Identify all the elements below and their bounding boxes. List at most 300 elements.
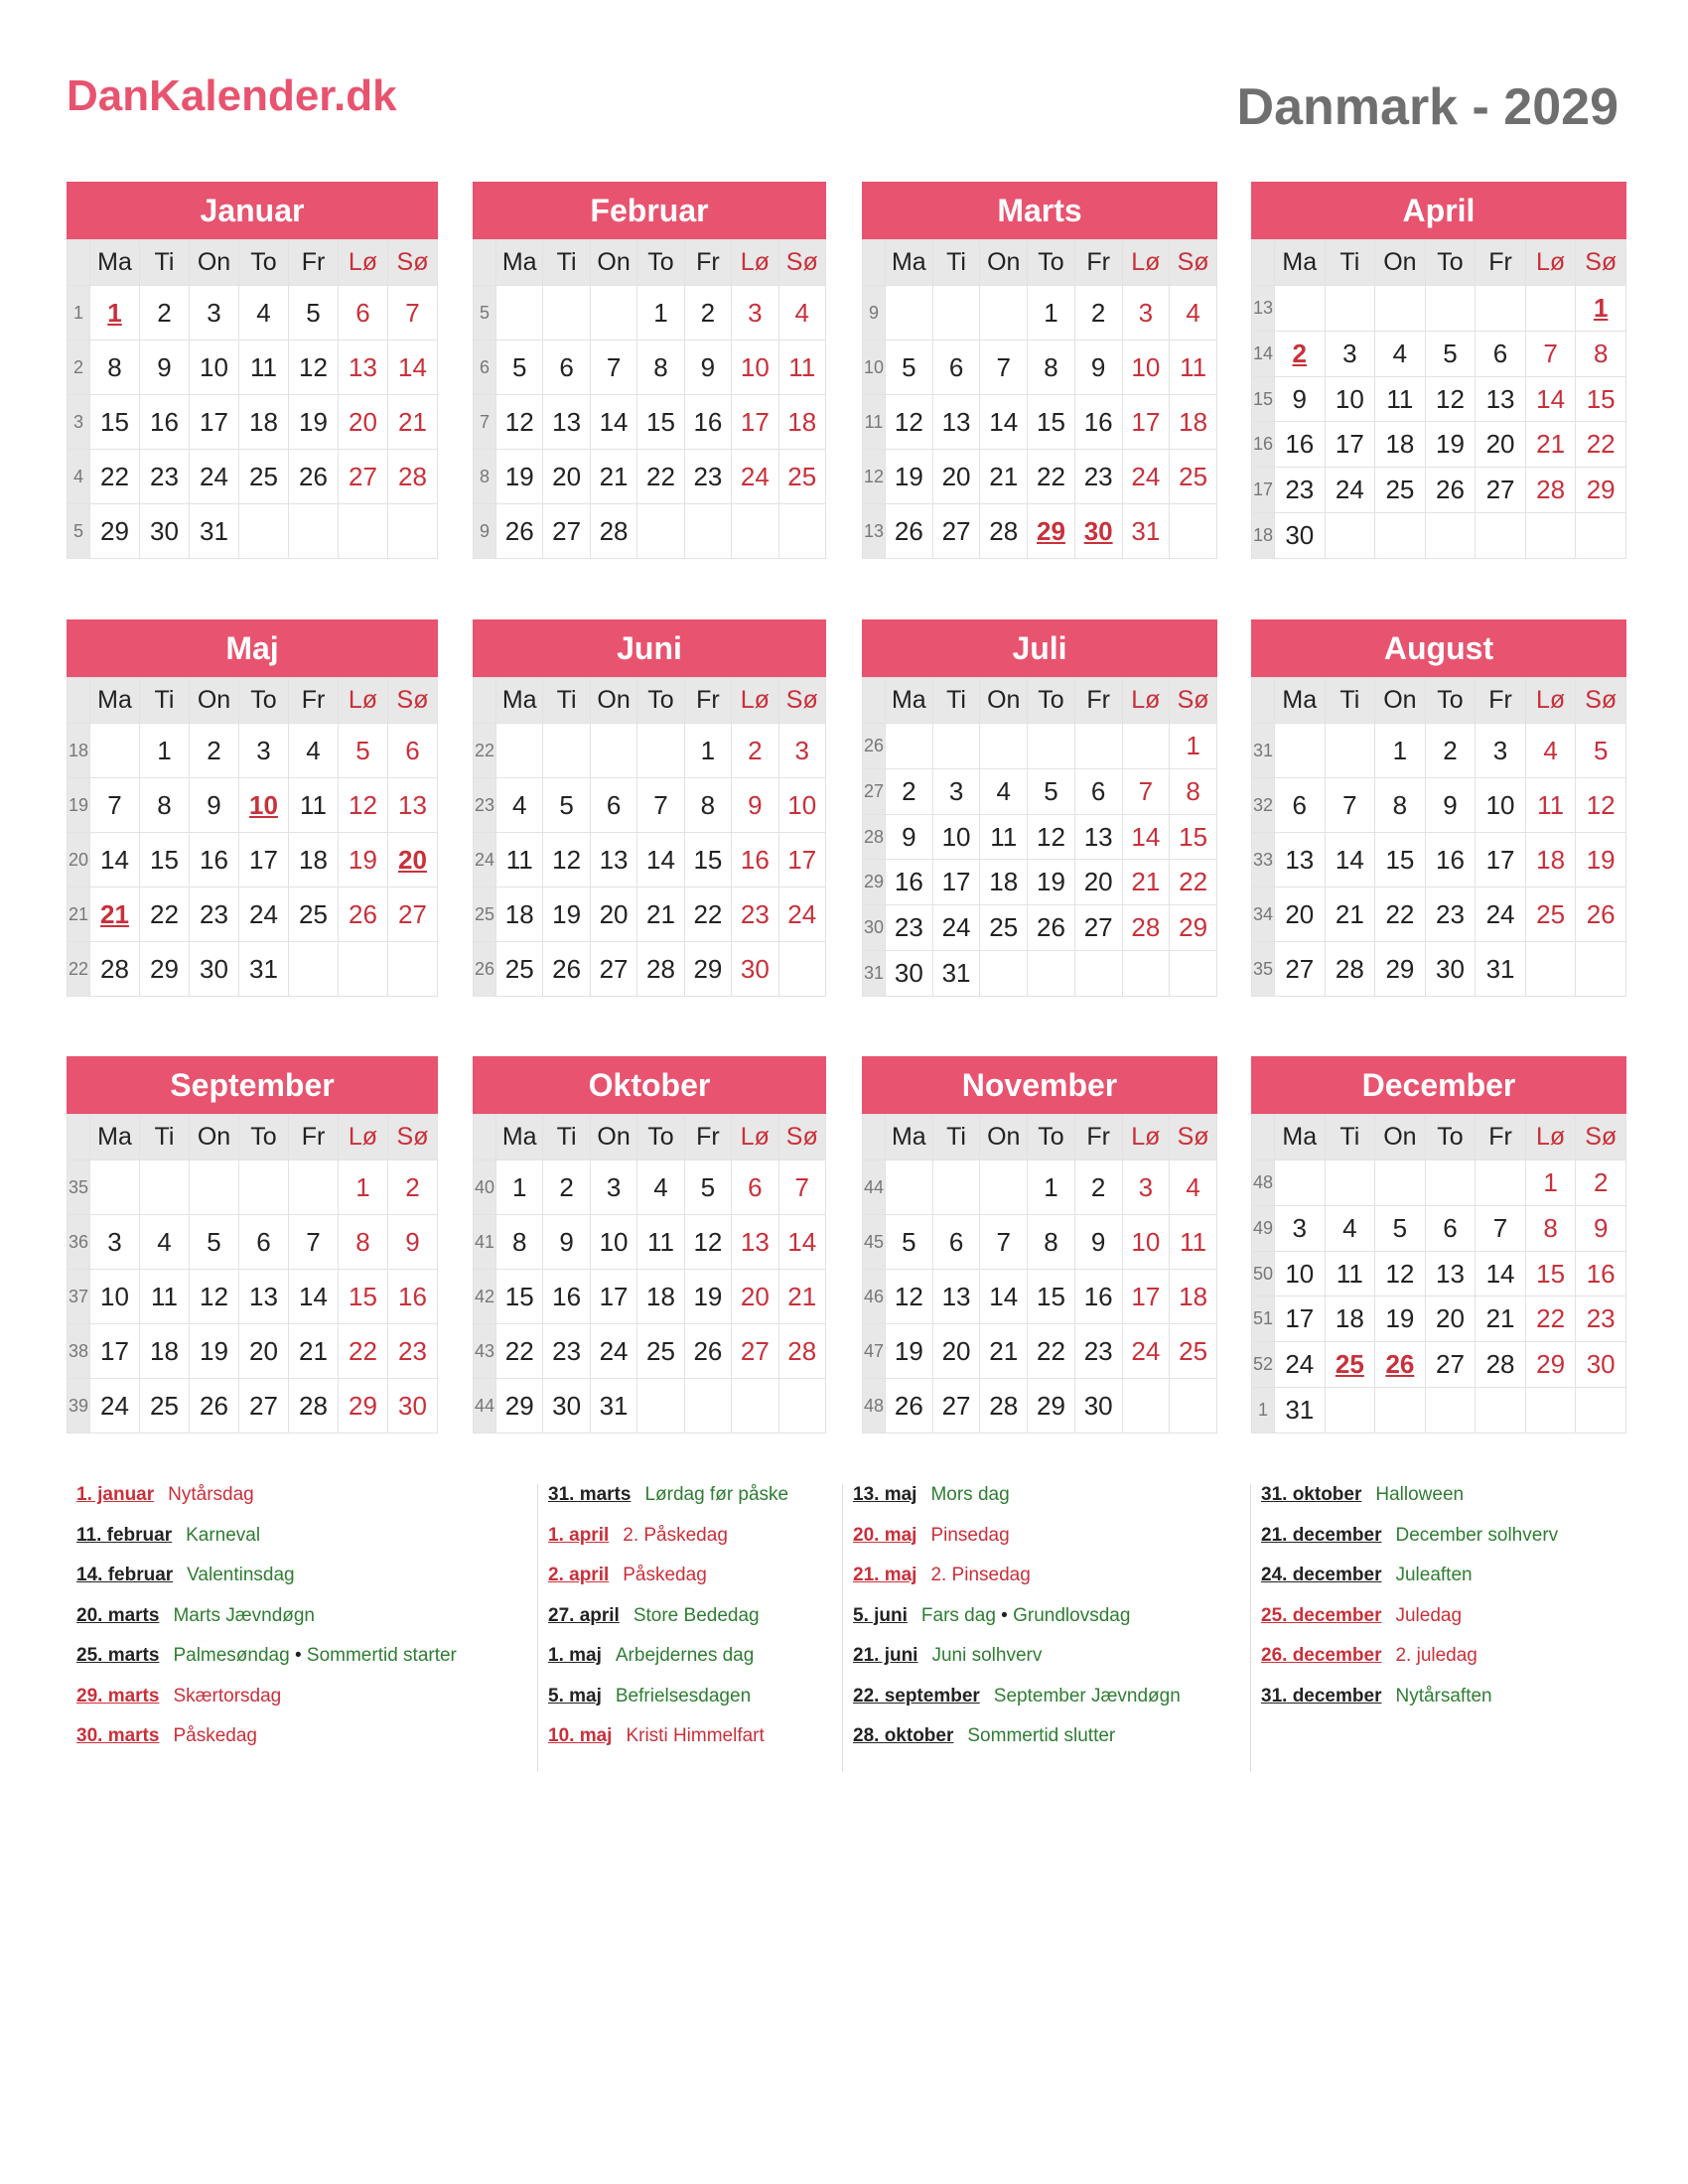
- holiday-date-link[interactable]: 20. maj: [853, 1524, 917, 1546]
- day-cell[interactable]: 6: [388, 724, 438, 778]
- day-cell[interactable]: 27: [339, 450, 388, 504]
- day-cell[interactable]: 31: [1275, 1388, 1326, 1433]
- day-cell[interactable]: 4: [1325, 1205, 1375, 1251]
- day-cell[interactable]: 15: [1375, 833, 1426, 887]
- day-cell[interactable]: 7: [90, 778, 140, 833]
- day-cell[interactable]: 4: [140, 1215, 190, 1270]
- day-cell[interactable]: 4: [1375, 331, 1426, 376]
- day-cell[interactable]: 23: [388, 1324, 438, 1379]
- day-cell[interactable]: 10: [732, 341, 778, 395]
- day-cell[interactable]: 24: [1476, 887, 1526, 942]
- day-cell[interactable]: 8: [140, 778, 190, 833]
- day-cell[interactable]: 12: [684, 1215, 731, 1270]
- day-cell[interactable]: 24: [90, 1379, 140, 1433]
- day-cell[interactable]: 26: [886, 504, 933, 559]
- day-cell[interactable]: 9: [140, 341, 190, 395]
- day-cell[interactable]: 30: [1074, 504, 1122, 559]
- day-cell[interactable]: 31: [590, 1379, 636, 1433]
- day-cell[interactable]: 9: [543, 1215, 590, 1270]
- day-cell[interactable]: 25: [289, 887, 339, 942]
- day-cell[interactable]: 5: [1375, 1205, 1426, 1251]
- day-cell[interactable]: 18: [239, 395, 289, 450]
- day-cell[interactable]: 16: [1425, 833, 1476, 887]
- day-cell[interactable]: 13: [1275, 833, 1326, 887]
- day-cell[interactable]: 17: [1476, 833, 1526, 887]
- day-cell[interactable]: 2: [1074, 286, 1122, 341]
- day-cell[interactable]: 17: [1122, 1270, 1170, 1324]
- day-cell[interactable]: 2: [1576, 1160, 1626, 1206]
- day-cell[interactable]: 27: [543, 504, 590, 559]
- day-cell[interactable]: 27: [1425, 1342, 1476, 1388]
- day-cell[interactable]: 8: [1525, 1205, 1576, 1251]
- day-cell[interactable]: 24: [239, 887, 289, 942]
- day-cell[interactable]: 9: [1074, 1215, 1122, 1270]
- day-cell[interactable]: 7: [1325, 778, 1375, 833]
- day-cell[interactable]: 23: [1425, 887, 1476, 942]
- day-cell[interactable]: 13: [932, 395, 980, 450]
- day-cell[interactable]: 23: [543, 1324, 590, 1379]
- day-cell[interactable]: 2: [1074, 1160, 1122, 1215]
- holiday-date-link[interactable]: 28. oktober: [853, 1725, 954, 1746]
- day-cell[interactable]: 26: [684, 1324, 731, 1379]
- day-cell[interactable]: 26: [1576, 887, 1626, 942]
- day-cell[interactable]: 16: [388, 1270, 438, 1324]
- day-cell[interactable]: 28: [1525, 468, 1576, 513]
- day-cell[interactable]: 6: [1275, 778, 1326, 833]
- day-cell[interactable]: 4: [637, 1160, 684, 1215]
- day-cell[interactable]: 13: [1476, 376, 1526, 422]
- day-cell[interactable]: 30: [1425, 942, 1476, 997]
- day-cell[interactable]: 21: [388, 395, 438, 450]
- day-cell[interactable]: 25: [778, 450, 825, 504]
- day-cell[interactable]: 23: [1074, 1324, 1122, 1379]
- day-cell[interactable]: 5: [289, 286, 339, 341]
- day-cell[interactable]: 16: [684, 395, 731, 450]
- day-cell[interactable]: 14: [980, 1270, 1028, 1324]
- holiday-date-link[interactable]: 11. februar: [76, 1524, 173, 1546]
- day-cell[interactable]: 14: [637, 833, 684, 887]
- day-cell[interactable]: 15: [140, 833, 190, 887]
- day-cell[interactable]: 7: [388, 286, 438, 341]
- day-cell[interactable]: 10: [932, 814, 980, 860]
- day-cell[interactable]: 8: [496, 1215, 543, 1270]
- day-cell[interactable]: 13: [543, 395, 590, 450]
- day-cell[interactable]: 27: [1074, 905, 1122, 951]
- day-cell[interactable]: 9: [1074, 341, 1122, 395]
- day-cell[interactable]: 30: [732, 942, 778, 997]
- holiday-date-link[interactable]: 22. september: [853, 1685, 980, 1706]
- holiday-date-link[interactable]: 25. marts: [76, 1645, 160, 1666]
- day-cell[interactable]: 4: [496, 778, 543, 833]
- day-cell[interactable]: 26: [339, 887, 388, 942]
- day-cell[interactable]: 5: [684, 1160, 731, 1215]
- holiday-date-link[interactable]: 21. maj: [853, 1565, 917, 1585]
- day-cell[interactable]: 9: [388, 1215, 438, 1270]
- day-cell[interactable]: 19: [886, 1324, 933, 1379]
- day-cell[interactable]: 6: [339, 286, 388, 341]
- day-cell[interactable]: 13: [1425, 1251, 1476, 1297]
- day-cell[interactable]: 5: [886, 341, 933, 395]
- day-cell[interactable]: 4: [1525, 724, 1576, 778]
- day-cell[interactable]: 3: [1122, 1160, 1170, 1215]
- day-cell[interactable]: 12: [1576, 778, 1626, 833]
- holiday-date-link[interactable]: 21. december: [1261, 1524, 1382, 1546]
- day-cell[interactable]: 8: [1028, 341, 1075, 395]
- day-cell[interactable]: 3: [1275, 1205, 1326, 1251]
- holiday-date-link[interactable]: 31. marts: [548, 1484, 632, 1505]
- day-cell[interactable]: 29: [1028, 1379, 1075, 1433]
- day-cell[interactable]: 18: [1375, 422, 1426, 468]
- day-cell[interactable]: 27: [239, 1379, 289, 1433]
- day-cell[interactable]: 8: [637, 341, 684, 395]
- day-cell[interactable]: 1: [637, 286, 684, 341]
- day-cell[interactable]: 13: [932, 1270, 980, 1324]
- day-cell[interactable]: 8: [1170, 768, 1217, 814]
- day-cell[interactable]: 26: [289, 450, 339, 504]
- day-cell[interactable]: 6: [239, 1215, 289, 1270]
- day-cell[interactable]: 17: [1122, 395, 1170, 450]
- day-cell[interactable]: 28: [289, 1379, 339, 1433]
- day-cell[interactable]: 8: [90, 341, 140, 395]
- day-cell[interactable]: 5: [886, 1215, 933, 1270]
- day-cell[interactable]: 3: [239, 724, 289, 778]
- day-cell[interactable]: 30: [543, 1379, 590, 1433]
- day-cell[interactable]: 17: [590, 1270, 636, 1324]
- holiday-date-link[interactable]: 13. maj: [853, 1484, 917, 1505]
- day-cell[interactable]: 13: [590, 833, 636, 887]
- holiday-date-link[interactable]: 21. juni: [853, 1645, 918, 1666]
- day-cell[interactable]: 25: [496, 942, 543, 997]
- day-cell[interactable]: 28: [778, 1324, 825, 1379]
- day-cell[interactable]: 16: [1074, 1270, 1122, 1324]
- day-cell[interactable]: 29: [339, 1379, 388, 1433]
- day-cell[interactable]: 23: [684, 450, 731, 504]
- day-cell[interactable]: 22: [496, 1324, 543, 1379]
- day-cell[interactable]: 16: [190, 833, 239, 887]
- day-cell[interactable]: 25: [1170, 450, 1217, 504]
- holiday-date-link[interactable]: 26. december: [1261, 1645, 1382, 1666]
- day-cell[interactable]: 15: [1028, 1270, 1075, 1324]
- day-cell[interactable]: 17: [932, 860, 980, 905]
- day-cell[interactable]: 22: [684, 887, 731, 942]
- day-cell[interactable]: 2: [684, 286, 731, 341]
- day-cell[interactable]: 3: [932, 768, 980, 814]
- holiday-date-link[interactable]: 2. april: [548, 1565, 610, 1585]
- day-cell[interactable]: 23: [190, 887, 239, 942]
- day-cell[interactable]: 4: [239, 286, 289, 341]
- day-cell[interactable]: 21: [1476, 1297, 1526, 1342]
- day-cell[interactable]: 1: [496, 1160, 543, 1215]
- day-cell[interactable]: 11: [1325, 1251, 1375, 1297]
- day-cell[interactable]: 17: [90, 1324, 140, 1379]
- day-cell[interactable]: 19: [339, 833, 388, 887]
- day-cell[interactable]: 23: [886, 905, 933, 951]
- day-cell[interactable]: 22: [637, 450, 684, 504]
- day-cell[interactable]: 7: [778, 1160, 825, 1215]
- day-cell[interactable]: 19: [1425, 422, 1476, 468]
- day-cell[interactable]: 5: [1576, 724, 1626, 778]
- day-cell[interactable]: 10: [90, 1270, 140, 1324]
- day-cell[interactable]: 26: [1375, 1342, 1426, 1388]
- day-cell[interactable]: 17: [190, 395, 239, 450]
- day-cell[interactable]: 1: [1028, 1160, 1075, 1215]
- day-cell[interactable]: 13: [239, 1270, 289, 1324]
- day-cell[interactable]: 21: [1325, 887, 1375, 942]
- day-cell[interactable]: 18: [637, 1270, 684, 1324]
- day-cell[interactable]: 12: [339, 778, 388, 833]
- day-cell[interactable]: 16: [1576, 1251, 1626, 1297]
- day-cell[interactable]: 24: [1122, 1324, 1170, 1379]
- day-cell[interactable]: 28: [980, 1379, 1028, 1433]
- day-cell[interactable]: 25: [1525, 887, 1576, 942]
- day-cell[interactable]: 19: [190, 1324, 239, 1379]
- day-cell[interactable]: 21: [778, 1270, 825, 1324]
- holiday-date-link[interactable]: 30. marts: [76, 1725, 160, 1746]
- day-cell[interactable]: 15: [1170, 814, 1217, 860]
- day-cell[interactable]: 27: [732, 1324, 778, 1379]
- holiday-date-link[interactable]: 5. maj: [548, 1685, 602, 1706]
- day-cell[interactable]: 16: [1074, 395, 1122, 450]
- day-cell[interactable]: 22: [1028, 450, 1075, 504]
- day-cell[interactable]: 21: [637, 887, 684, 942]
- day-cell[interactable]: 6: [932, 341, 980, 395]
- day-cell[interactable]: 14: [1122, 814, 1170, 860]
- day-cell[interactable]: 28: [1122, 905, 1170, 951]
- holiday-date-link[interactable]: 1. maj: [548, 1645, 602, 1666]
- day-cell[interactable]: 7: [590, 341, 636, 395]
- day-cell[interactable]: 3: [90, 1215, 140, 1270]
- day-cell[interactable]: 28: [590, 504, 636, 559]
- day-cell[interactable]: 21: [90, 887, 140, 942]
- day-cell[interactable]: 7: [980, 341, 1028, 395]
- day-cell[interactable]: 18: [1325, 1297, 1375, 1342]
- day-cell[interactable]: 5: [190, 1215, 239, 1270]
- day-cell[interactable]: 15: [90, 395, 140, 450]
- day-cell[interactable]: 16: [543, 1270, 590, 1324]
- day-cell[interactable]: 4: [289, 724, 339, 778]
- holiday-date-link[interactable]: 5. juni: [853, 1604, 908, 1626]
- day-cell[interactable]: 29: [1576, 468, 1626, 513]
- day-cell[interactable]: 17: [239, 833, 289, 887]
- day-cell[interactable]: 1: [90, 286, 140, 341]
- day-cell[interactable]: 5: [1028, 768, 1075, 814]
- day-cell[interactable]: 13: [732, 1215, 778, 1270]
- day-cell[interactable]: 5: [339, 724, 388, 778]
- day-cell[interactable]: 10: [1275, 1251, 1326, 1297]
- day-cell[interactable]: 18: [1170, 395, 1217, 450]
- day-cell[interactable]: 10: [1476, 778, 1526, 833]
- day-cell[interactable]: 9: [1425, 778, 1476, 833]
- day-cell[interactable]: 22: [140, 887, 190, 942]
- day-cell[interactable]: 9: [684, 341, 731, 395]
- day-cell[interactable]: 29: [1028, 504, 1075, 559]
- day-cell[interactable]: 21: [980, 450, 1028, 504]
- day-cell[interactable]: 6: [1476, 331, 1526, 376]
- day-cell[interactable]: 31: [1476, 942, 1526, 997]
- day-cell[interactable]: 17: [778, 833, 825, 887]
- day-cell[interactable]: 20: [590, 887, 636, 942]
- day-cell[interactable]: 22: [90, 450, 140, 504]
- day-cell[interactable]: 7: [637, 778, 684, 833]
- day-cell[interactable]: 3: [778, 724, 825, 778]
- day-cell[interactable]: 8: [1375, 778, 1426, 833]
- day-cell[interactable]: 26: [1425, 468, 1476, 513]
- day-cell[interactable]: 2: [140, 286, 190, 341]
- day-cell[interactable]: 23: [1275, 468, 1326, 513]
- day-cell[interactable]: 10: [239, 778, 289, 833]
- day-cell[interactable]: 1: [684, 724, 731, 778]
- day-cell[interactable]: 20: [388, 833, 438, 887]
- day-cell[interactable]: 25: [140, 1379, 190, 1433]
- day-cell[interactable]: 18: [980, 860, 1028, 905]
- day-cell[interactable]: 14: [1325, 833, 1375, 887]
- day-cell[interactable]: 28: [90, 942, 140, 997]
- day-cell[interactable]: 23: [1576, 1297, 1626, 1342]
- day-cell[interactable]: 10: [190, 341, 239, 395]
- holiday-date-link[interactable]: 31. december: [1261, 1685, 1382, 1706]
- day-cell[interactable]: 20: [932, 1324, 980, 1379]
- day-cell[interactable]: 21: [1122, 860, 1170, 905]
- day-cell[interactable]: 3: [1476, 724, 1526, 778]
- day-cell[interactable]: 27: [1275, 942, 1326, 997]
- day-cell[interactable]: 31: [932, 951, 980, 997]
- day-cell[interactable]: 29: [140, 942, 190, 997]
- day-cell[interactable]: 22: [1170, 860, 1217, 905]
- day-cell[interactable]: 19: [1375, 1297, 1426, 1342]
- day-cell[interactable]: 25: [637, 1324, 684, 1379]
- day-cell[interactable]: 17: [1325, 422, 1375, 468]
- day-cell[interactable]: 11: [496, 833, 543, 887]
- day-cell[interactable]: 3: [1325, 331, 1375, 376]
- day-cell[interactable]: 19: [496, 450, 543, 504]
- day-cell[interactable]: 7: [1525, 331, 1576, 376]
- day-cell[interactable]: 10: [1122, 1215, 1170, 1270]
- day-cell[interactable]: 30: [388, 1379, 438, 1433]
- day-cell[interactable]: 26: [543, 942, 590, 997]
- day-cell[interactable]: 27: [932, 504, 980, 559]
- holiday-date-link[interactable]: 29. marts: [76, 1685, 160, 1706]
- day-cell[interactable]: 28: [637, 942, 684, 997]
- day-cell[interactable]: 15: [637, 395, 684, 450]
- day-cell[interactable]: 8: [339, 1215, 388, 1270]
- day-cell[interactable]: 24: [932, 905, 980, 951]
- day-cell[interactable]: 24: [732, 450, 778, 504]
- day-cell[interactable]: 4: [1170, 1160, 1217, 1215]
- day-cell[interactable]: 8: [1028, 1215, 1075, 1270]
- day-cell[interactable]: 15: [684, 833, 731, 887]
- day-cell[interactable]: 15: [1028, 395, 1075, 450]
- day-cell[interactable]: 13: [1074, 814, 1122, 860]
- day-cell[interactable]: 8: [684, 778, 731, 833]
- day-cell[interactable]: 25: [1325, 1342, 1375, 1388]
- day-cell[interactable]: 28: [980, 504, 1028, 559]
- day-cell[interactable]: 29: [90, 504, 140, 559]
- day-cell[interactable]: 12: [496, 395, 543, 450]
- day-cell[interactable]: 11: [239, 341, 289, 395]
- day-cell[interactable]: 14: [289, 1270, 339, 1324]
- day-cell[interactable]: 27: [388, 887, 438, 942]
- holiday-date-link[interactable]: 10. maj: [548, 1725, 613, 1746]
- day-cell[interactable]: 17: [1275, 1297, 1326, 1342]
- day-cell[interactable]: 24: [190, 450, 239, 504]
- day-cell[interactable]: 16: [1275, 422, 1326, 468]
- day-cell[interactable]: 9: [1576, 1205, 1626, 1251]
- day-cell[interactable]: 2: [1275, 331, 1326, 376]
- day-cell[interactable]: 12: [289, 341, 339, 395]
- day-cell[interactable]: 30: [140, 504, 190, 559]
- day-cell[interactable]: 4: [778, 286, 825, 341]
- day-cell[interactable]: 11: [1170, 341, 1217, 395]
- day-cell[interactable]: 4: [1170, 286, 1217, 341]
- day-cell[interactable]: 22: [1525, 1297, 1576, 1342]
- day-cell[interactable]: 30: [190, 942, 239, 997]
- day-cell[interactable]: 18: [1525, 833, 1576, 887]
- day-cell[interactable]: 14: [1525, 376, 1576, 422]
- day-cell[interactable]: 20: [239, 1324, 289, 1379]
- day-cell[interactable]: 3: [732, 286, 778, 341]
- day-cell[interactable]: 16: [886, 860, 933, 905]
- day-cell[interactable]: 31: [1122, 504, 1170, 559]
- holiday-date-link[interactable]: 1. januar: [76, 1484, 155, 1505]
- day-cell[interactable]: 25: [1375, 468, 1426, 513]
- day-cell[interactable]: 20: [339, 395, 388, 450]
- day-cell[interactable]: 2: [886, 768, 933, 814]
- day-cell[interactable]: 24: [1325, 468, 1375, 513]
- day-cell[interactable]: 7: [980, 1215, 1028, 1270]
- day-cell[interactable]: 6: [543, 341, 590, 395]
- day-cell[interactable]: 9: [190, 778, 239, 833]
- day-cell[interactable]: 12: [1425, 376, 1476, 422]
- day-cell[interactable]: 27: [590, 942, 636, 997]
- day-cell[interactable]: 27: [1476, 468, 1526, 513]
- day-cell[interactable]: 3: [590, 1160, 636, 1215]
- day-cell[interactable]: 10: [778, 778, 825, 833]
- day-cell[interactable]: 20: [543, 450, 590, 504]
- day-cell[interactable]: 6: [1425, 1205, 1476, 1251]
- day-cell[interactable]: 22: [1375, 887, 1426, 942]
- day-cell[interactable]: 18: [289, 833, 339, 887]
- day-cell[interactable]: 20: [1476, 422, 1526, 468]
- day-cell[interactable]: 3: [1122, 286, 1170, 341]
- day-cell[interactable]: 29: [684, 942, 731, 997]
- day-cell[interactable]: 5: [1425, 331, 1476, 376]
- day-cell[interactable]: 25: [980, 905, 1028, 951]
- day-cell[interactable]: 23: [140, 450, 190, 504]
- day-cell[interactable]: 14: [388, 341, 438, 395]
- day-cell[interactable]: 18: [778, 395, 825, 450]
- day-cell[interactable]: 9: [1275, 376, 1326, 422]
- day-cell[interactable]: 7: [1476, 1205, 1526, 1251]
- day-cell[interactable]: 11: [1525, 778, 1576, 833]
- day-cell[interactable]: 1: [1170, 724, 1217, 769]
- day-cell[interactable]: 29: [1375, 942, 1426, 997]
- day-cell[interactable]: 7: [289, 1215, 339, 1270]
- day-cell[interactable]: 20: [1275, 887, 1326, 942]
- day-cell[interactable]: 24: [1275, 1342, 1326, 1388]
- day-cell[interactable]: 8: [1576, 331, 1626, 376]
- day-cell[interactable]: 30: [1275, 513, 1326, 559]
- holiday-date-link[interactable]: 31. oktober: [1261, 1484, 1362, 1505]
- day-cell[interactable]: 27: [932, 1379, 980, 1433]
- day-cell[interactable]: 2: [1425, 724, 1476, 778]
- day-cell[interactable]: 1: [140, 724, 190, 778]
- day-cell[interactable]: 18: [1170, 1270, 1217, 1324]
- day-cell[interactable]: 1: [1375, 724, 1426, 778]
- day-cell[interactable]: 19: [289, 395, 339, 450]
- day-cell[interactable]: 1: [1028, 286, 1075, 341]
- day-cell[interactable]: 14: [90, 833, 140, 887]
- day-cell[interactable]: 6: [932, 1215, 980, 1270]
